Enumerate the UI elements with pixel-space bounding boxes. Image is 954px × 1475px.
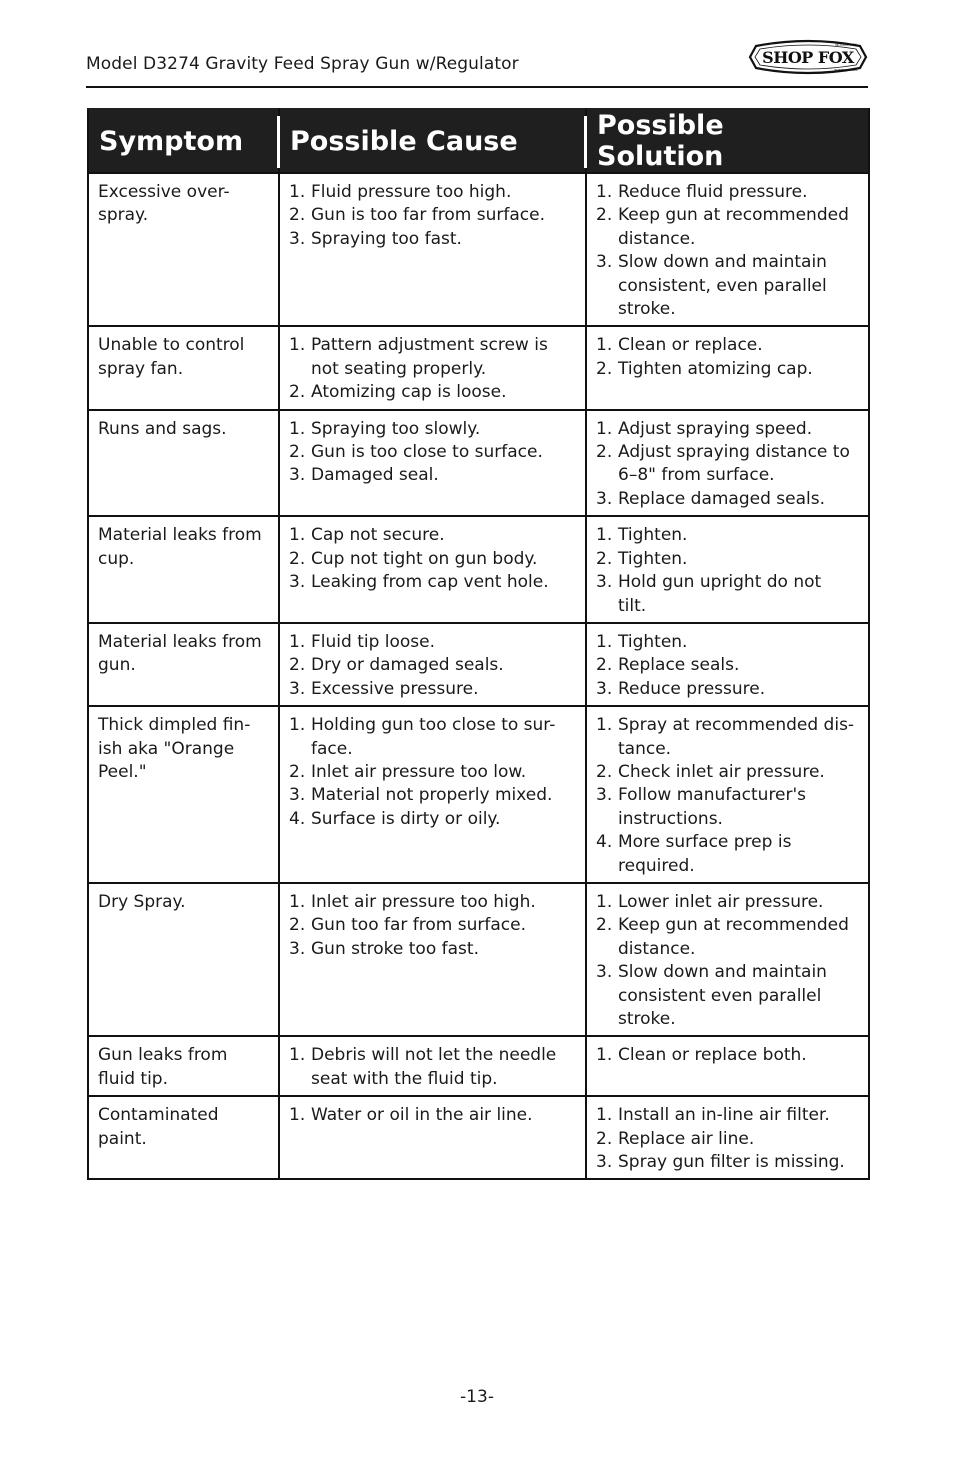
- item-number: 2.: [596, 655, 613, 676]
- table-row: [88, 1036, 869, 1096]
- table-row: [88, 410, 869, 517]
- item-text: Spray at recommended dis- tance.: [618, 715, 855, 759]
- item-number: 1.: [289, 418, 306, 439]
- item-number: 1.: [596, 182, 613, 202]
- item-number: 2.: [289, 442, 306, 463]
- item-number: 2.: [596, 548, 613, 569]
- item-number: 1.: [596, 631, 613, 652]
- symptom-cell: Dry Spray.: [88, 883, 279, 1036]
- item-text: Fluid pressure too high.: [311, 182, 512, 202]
- solution-cell: [586, 883, 869, 1036]
- item-number: 3.: [289, 228, 306, 249]
- item-text: Gun is too close to surface.: [311, 442, 543, 463]
- item-number: 2.: [596, 205, 613, 226]
- list-item: [596, 334, 860, 357]
- item-number: 2.: [289, 915, 306, 936]
- list-item: [596, 1104, 860, 1127]
- item-number: 3.: [289, 678, 306, 699]
- list-item: [596, 181, 860, 204]
- item-text: Adjust spraying distance to 6–8" from surface.: [618, 442, 850, 486]
- item-number: 1.: [596, 335, 613, 356]
- symptom-cell: Unable to control spray fan.: [88, 326, 279, 409]
- table-row: [88, 1096, 869, 1179]
- cause-cell: [279, 623, 586, 706]
- list-item: [596, 891, 860, 914]
- solution-list: [596, 181, 860, 321]
- symptom-cell: Thick dimpled fin- ish aka "Orange Peel.": [88, 706, 279, 883]
- list-item: [596, 761, 860, 784]
- item-text: More surface prep is required.: [618, 832, 792, 876]
- item-text: Lower inlet air pressure.: [618, 891, 824, 912]
- item-number: 3.: [596, 488, 613, 509]
- item-text: Tighten.: [618, 525, 688, 546]
- cause-cell: [279, 1096, 586, 1179]
- solution-list: [596, 714, 860, 878]
- table-row: [88, 883, 869, 1036]
- list-item: [289, 524, 577, 547]
- item-text: Gun is too far from surface.: [311, 205, 545, 226]
- item-number: 1.: [289, 525, 306, 546]
- item-number: 2.: [289, 205, 306, 226]
- solution-cell: [586, 173, 869, 326]
- item-text: Spraying too fast.: [311, 228, 462, 249]
- item-number: 2.: [289, 655, 306, 676]
- solution-list: [596, 334, 860, 381]
- item-text: Clean or replace.: [618, 335, 763, 356]
- item-number: 3.: [596, 252, 613, 273]
- item-number: 4.: [289, 808, 306, 829]
- list-item: [289, 914, 577, 937]
- symptom-cell: Gun leaks from fluid tip.: [88, 1036, 279, 1096]
- item-number: 1.: [289, 182, 306, 202]
- cause-cell: [279, 706, 586, 883]
- item-text: Adjust spraying speed.: [618, 418, 813, 439]
- list-item: [289, 654, 577, 677]
- list-item: [289, 938, 577, 961]
- cause-cell: [279, 1036, 586, 1096]
- page-number: -13-: [460, 1387, 494, 1407]
- list-item: [289, 1044, 577, 1091]
- item-number: 1.: [596, 891, 613, 912]
- cause-list: [289, 334, 577, 404]
- list-item: [596, 1044, 860, 1067]
- svg-text:INTERNATIONAL: INTERNATIONAL: [833, 68, 859, 72]
- item-text: Reduce pressure.: [618, 678, 766, 699]
- list-item: [289, 631, 577, 654]
- list-item: [596, 548, 860, 571]
- item-number: 1.: [289, 335, 306, 356]
- item-number: 2.: [596, 358, 613, 379]
- item-text: Keep gun at recommended distance.: [618, 205, 849, 249]
- cause-list: [289, 714, 577, 831]
- svg-text:WOODSTOCK: WOODSTOCK: [835, 43, 857, 47]
- column-header-cause: Possible Cause: [279, 109, 586, 173]
- item-text: Slow down and maintain consistent even parallel stroke.: [618, 962, 827, 1029]
- cause-list: [289, 418, 577, 488]
- solution-cell: [586, 623, 869, 706]
- item-text: Install an in-line air filter.: [618, 1105, 830, 1126]
- manual-title: Model D3274 Gravity Feed Spray Gun w/Regulator: [86, 54, 519, 74]
- list-item: [596, 571, 860, 618]
- list-item: [596, 251, 860, 321]
- item-number: 1.: [289, 1045, 306, 1066]
- list-item: [289, 548, 577, 571]
- symptom-cell: Runs and sags.: [88, 410, 279, 517]
- column-header-solution: Possible Solution: [586, 109, 869, 173]
- svg-text:SHOP FOX: SHOP FOX: [762, 48, 854, 67]
- item-text: Water or oil in the air line.: [311, 1105, 533, 1126]
- table-row: [88, 706, 869, 883]
- item-text: Surface is dirty or oily.: [311, 808, 501, 829]
- cause-cell: [279, 173, 586, 326]
- list-item: [289, 204, 577, 227]
- item-text: Pattern adjustment screw is not seating properly.: [311, 335, 548, 379]
- item-text: Tighten atomizing cap.: [618, 358, 813, 379]
- cause-list: [289, 891, 577, 961]
- table-row: [88, 326, 869, 409]
- list-item: [596, 488, 860, 511]
- cause-list: [289, 181, 577, 251]
- list-item: [289, 418, 577, 441]
- list-item: [596, 784, 860, 831]
- item-text: Hold gun upright do not tilt.: [618, 572, 822, 616]
- list-item: [289, 678, 577, 701]
- item-text: Check inlet air pressure.: [618, 761, 825, 782]
- item-text: Follow manufacturer's instructions.: [618, 785, 807, 829]
- solution-list: [596, 524, 860, 618]
- shop-fox-logo: [748, 38, 868, 76]
- item-text: Cup not tight on gun body.: [311, 548, 538, 569]
- solution-cell: [586, 326, 869, 409]
- item-number: 1.: [596, 418, 613, 439]
- cause-cell: [279, 410, 586, 517]
- solution-list: [596, 1104, 860, 1174]
- list-item: [289, 181, 577, 204]
- list-item: [289, 714, 577, 761]
- list-item: [596, 1128, 860, 1151]
- item-text: Slow down and maintain consistent, even parallel stroke.: [618, 252, 827, 320]
- list-item: [289, 334, 577, 381]
- table-row: [88, 516, 869, 623]
- item-number: 3.: [289, 465, 306, 486]
- item-number: 3.: [289, 785, 306, 806]
- item-number: 3.: [289, 938, 306, 959]
- item-text: Tighten.: [618, 631, 688, 652]
- cause-list: [289, 524, 577, 594]
- solution-cell: [586, 516, 869, 623]
- item-text: Spraying too slowly.: [311, 418, 481, 439]
- item-text: Gun too far from surface.: [311, 915, 526, 936]
- solution-cell: [586, 1096, 869, 1179]
- list-item: [596, 654, 860, 677]
- item-text: Leaking from cap vent hole.: [311, 572, 549, 593]
- list-item: [596, 204, 860, 251]
- solution-cell: [586, 1036, 869, 1096]
- solution-cell: [586, 410, 869, 517]
- item-text: Fluid tip loose.: [311, 631, 436, 652]
- item-number: 1.: [596, 1045, 613, 1066]
- item-text: Keep gun at recommended distance.: [618, 915, 849, 959]
- item-text: Replace damaged seals.: [618, 488, 825, 509]
- item-text: Debris will not let the needle seat with the fluid tip.: [311, 1045, 557, 1089]
- item-text: Replace air line.: [618, 1128, 755, 1149]
- cause-cell: [279, 326, 586, 409]
- list-item: [289, 808, 577, 831]
- cause-list: [289, 1104, 577, 1127]
- cause-list: [289, 631, 577, 701]
- list-item: [289, 228, 577, 251]
- item-text: Excessive pressure.: [311, 678, 479, 699]
- list-item: [596, 441, 860, 488]
- item-number: 4.: [596, 832, 613, 853]
- item-number: 2.: [596, 915, 613, 936]
- item-text: Clean or replace both.: [618, 1045, 807, 1066]
- list-item: [289, 784, 577, 807]
- item-number: 1.: [289, 891, 306, 912]
- item-number: 2.: [596, 1128, 613, 1149]
- list-item: [596, 631, 860, 654]
- item-number: 1.: [596, 715, 613, 736]
- item-text: Reduce fluid pressure.: [618, 182, 808, 202]
- item-text: Atomizing cap is loose.: [311, 382, 507, 403]
- item-number: 2.: [289, 548, 306, 569]
- troubleshooting-table: [87, 108, 870, 1180]
- item-number: 3.: [596, 1152, 613, 1173]
- solution-list: [596, 418, 860, 512]
- item-text: Tighten.: [618, 548, 688, 569]
- column-header-symptom: Symptom: [88, 109, 279, 173]
- header-rule: [86, 86, 868, 88]
- item-number: 2.: [596, 442, 613, 463]
- item-number: 2.: [596, 761, 613, 782]
- solution-list: [596, 1044, 860, 1067]
- list-item: [596, 524, 860, 547]
- list-item: [596, 961, 860, 1031]
- item-text: Dry or damaged seals.: [311, 655, 504, 676]
- item-number: 3.: [596, 678, 613, 699]
- troubleshooting-table-wrapper: [87, 108, 868, 1180]
- item-number: 1.: [289, 1105, 306, 1126]
- item-text: Cap not secure.: [311, 525, 445, 546]
- item-text: Inlet air pressure too high.: [311, 891, 536, 912]
- table-row: [88, 623, 869, 706]
- list-item: [289, 891, 577, 914]
- list-item: [596, 418, 860, 441]
- list-item: [596, 678, 860, 701]
- item-number: 3.: [596, 962, 613, 983]
- item-number: 3.: [596, 785, 613, 806]
- list-item: [596, 1151, 860, 1174]
- cause-cell: [279, 516, 586, 623]
- cause-list: [289, 1044, 577, 1091]
- table-body: [88, 173, 869, 1179]
- item-text: Inlet air pressure too low.: [311, 761, 527, 782]
- solution-list: [596, 891, 860, 1031]
- list-item: [289, 381, 577, 404]
- list-item: [596, 714, 860, 761]
- solution-list: [596, 631, 860, 701]
- item-text: Spray gun filter is missing.: [618, 1152, 845, 1173]
- table-row: [88, 173, 869, 326]
- list-item: [289, 1104, 577, 1127]
- item-number: 1.: [289, 715, 306, 736]
- item-text: Holding gun too close to sur- face.: [311, 715, 556, 759]
- symptom-cell: Contaminated paint.: [88, 1096, 279, 1179]
- list-item: [289, 761, 577, 784]
- list-item: [289, 464, 577, 487]
- symptom-cell: Material leaks from gun.: [88, 623, 279, 706]
- table-header-row: [88, 109, 869, 173]
- item-number: 2.: [289, 382, 306, 403]
- item-text: Replace seals.: [618, 655, 740, 676]
- list-item: [596, 358, 860, 381]
- item-number: 1.: [289, 631, 306, 652]
- solution-cell: [586, 706, 869, 883]
- item-number: 1.: [596, 1105, 613, 1126]
- list-item: [596, 914, 860, 961]
- cause-cell: [279, 883, 586, 1036]
- item-number: 3.: [596, 572, 613, 593]
- item-number: 2.: [289, 761, 306, 782]
- item-number: 1.: [596, 525, 613, 546]
- list-item: [596, 831, 860, 878]
- symptom-cell: Material leaks from cup.: [88, 516, 279, 623]
- item-number: 3.: [289, 572, 306, 593]
- item-text: Gun stroke too fast.: [311, 938, 479, 959]
- item-text: Material not properly mixed.: [311, 785, 553, 806]
- list-item: [289, 441, 577, 464]
- list-item: [289, 571, 577, 594]
- symptom-cell: Excessive over- spray.: [88, 173, 279, 326]
- item-text: Damaged seal.: [311, 465, 439, 486]
